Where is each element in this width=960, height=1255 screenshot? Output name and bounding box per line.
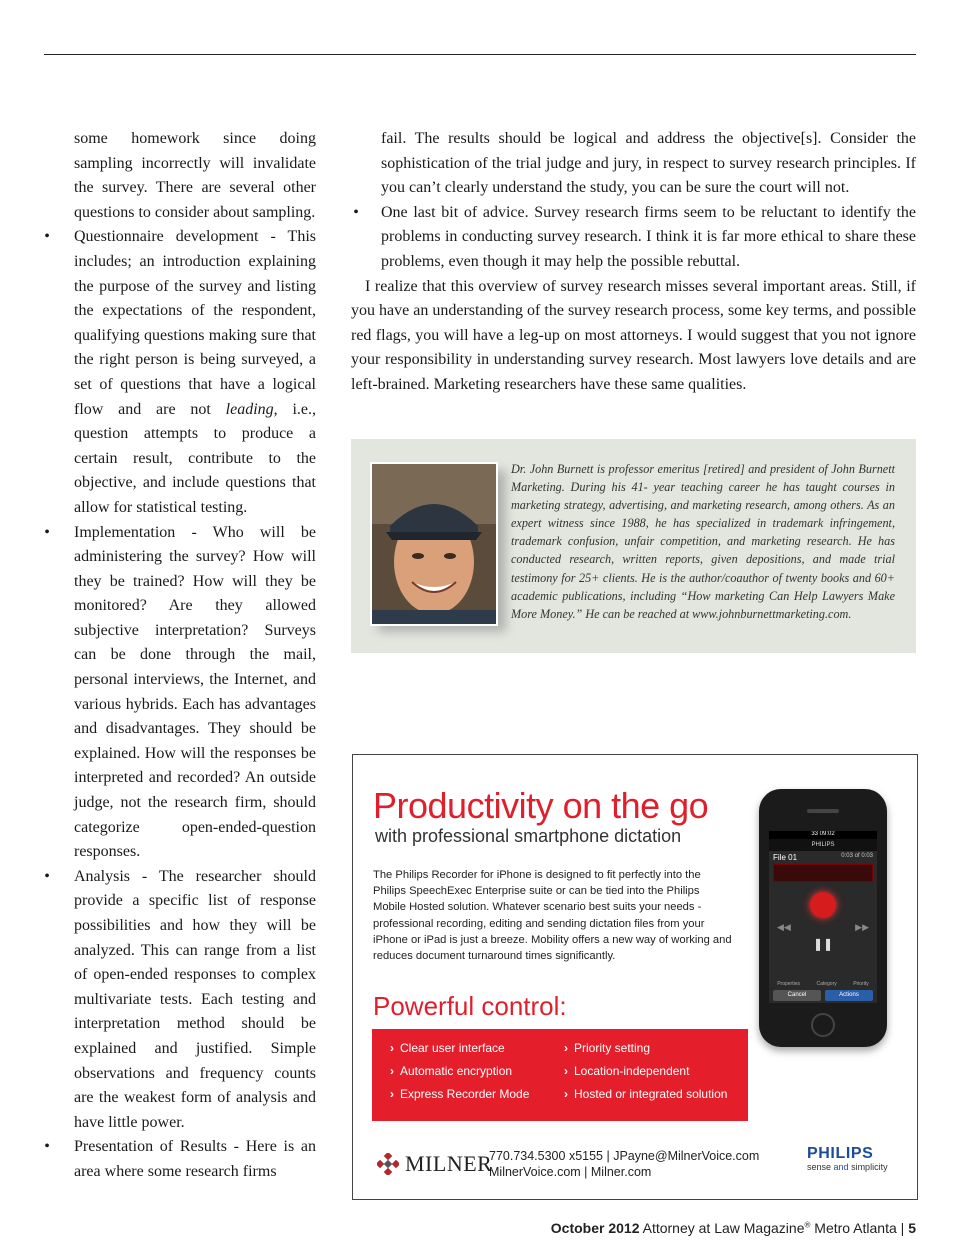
phone-app-title: PHILIPS [769,839,877,851]
home-button-icon [811,1013,835,1037]
page-number: 5 [908,1220,916,1236]
emphasis-leading: leading [225,400,274,418]
left-intro-paragraph: some homework since doing sampling incorrectly will invalidate the survey. There are several other questions to consider about sampling. [74,130,316,221]
phone-waveform [773,864,873,882]
bullet-analysis: • Analysis - The researcher should provide a specific list of response possibilities and how they will be analyzed. This can range from a list of open-ended responses to complex multivariate tests. Each testing and interpretation method should be explained and justified. Simple observations and frequency counts are the weakest form of analysis and have little power. [40,865,316,1136]
closing-paragraph: I realize that this overview of survey research misses several important areas. Still, if you have an understanding of the survey research process, some key terms, and possible red flags, you will have a leg-up on most attorneys. I would suggest that you not ignore your responsibility in understanding survey research. Most lawyers love details and are left-brained. Marketing researchers have these same qualities. [351,277,916,393]
pause-icon: ❚❚ [812,937,834,951]
caret-icon: › [390,1087,394,1101]
caret-icon: › [564,1041,568,1055]
philips-tagline: sense and simplicity [807,1162,888,1172]
feature-item: › Priority setting [564,1041,651,1055]
ad-headline: Productivity on the go [373,785,709,826]
feature-item: › Express Recorder Mode [390,1087,530,1101]
feature-item: › Clear user interface [390,1041,505,1055]
bullet-implementation: • Implementation - Who will be administering the survey? How will they be trained? How will they be monitored? Are they allowed subjective interpretation? Surveys can be done through the mail, personal interviews, the Internet, and various hybrids. Each has advantages and disadvantages. They should be explained. How will the responses be interpreted and recorded? An outside judge, not the research firm, should categorize open-ended-question responses. [40,521,316,865]
page-footer: October 2012 Attorney at Law Magazine® Metro Atlanta | 5 [550,1220,916,1236]
rewind-icon: ◀◀ [777,922,791,932]
caret-icon: › [390,1064,394,1078]
bullet-dot: • [44,1138,50,1156]
feature-item: › Automatic encryption [390,1064,513,1078]
bullet-dot: • [353,203,359,221]
record-button-icon [810,892,836,918]
right-column [351,127,916,398]
ad-control-title: Powerful control: [373,991,567,1021]
milner-mark-icon [377,1153,399,1175]
footer-separator: | [900,1220,905,1236]
milner-logo: MILNER [377,1151,492,1177]
footer-magazine: Attorney at Law Magazine [642,1220,805,1236]
caret-icon: › [390,1041,394,1055]
bullet-presentation: • Presentation of Results - Here is an area where some research firms [40,1135,316,1184]
left-column [40,127,316,1185]
caret-icon: › [564,1087,568,1101]
feature-item: › Location-independent [564,1064,690,1078]
bullet-dot: • [44,228,50,246]
footer-region: Metro Atlanta [814,1220,897,1236]
feature-item: › Hosted or integrated solution [564,1087,728,1101]
author-bio-text: Dr. John Burnett is professor emeritus [retired] and president of John Burnett Marketing. During his 41- year teaching career he has taught courses in marketing strategy, advertising, and marketing research, among others. As an expert witness since 1988, he has specialized in trademark infringement, trademark confusion, unfair competition, and marketing research. He has conducted research, written reports, given depositions, and made trial testimony for 25+ clients. He is the author/coauthor of twenty books and 60+ academic publications, including “How marketing Can Help Lawyers Make More Money.” He can be reached at www.johnburnettmarketing.com. [511,462,895,621]
phone-speaker [807,809,839,813]
bullet-dot: • [44,523,50,541]
ad-contact[interactable]: 770.734.5300 x5155 | JPayne@MilnerVoice.com MilnerVoice.com | Milner.com [489,1149,760,1179]
feature-box [372,1029,748,1121]
phone-screen [769,831,877,1003]
bullet-questionnaire: • Questionnaire development - This includes; an introduction explaining the purpose of the survey and listing the expectations of the respondent, qualifying questions making sure that the right person is being surveyed, a set of questions that have a logical flow and are not leading, i.e., question attempts to produce a certain result, contribute to the objective, and include questions that allow for statistical testing. [40,225,316,520]
phone-transport-row [769,918,877,937]
ad-subheadline: with professional smartphone dictation [375,826,682,846]
fast-forward-icon: ▶▶ [855,922,869,932]
footer-issue: October 2012 [550,1220,640,1236]
phone-file-row: File 01 0:03 of 0:03 [773,853,873,862]
philips-advertisement[interactable] [352,754,918,1200]
bullet-dot: • [44,867,50,885]
caret-icon: › [564,1064,568,1078]
phone-tabs: Properties Category Priority [777,981,869,987]
author-photo [370,462,498,626]
phone-buttons: Cancel Actions [773,990,873,1001]
bullet-advice: • One last bit of advice. Survey research firms seem to be reluctant to identify the problems in conducting survey research. I think it is far more ethical to share these problems, even though it may help the possible rebuttal. [351,201,916,275]
ad-body-text: The Philips Recorder for iPhone is designed to fit perfectly into the Philips SpeechExec Enterprise suite or can be tied into the Philips Mobile Hosted solution. Whatever scenario best suits your needs - professional recording, editing and sending dictation files from your iPhone or iPad is just a breeze. Mobility offers a new way of working and reduces document turnaround times significantly. [373,869,732,963]
right-continuation: fail. The results should be logical and address the objective[s]. Consider the sophistication of the trial judge and jury, in respect to survey research principles. If you can’t clearly understand the study, you can be sure the court will not. [381,130,916,197]
philips-logo: PHILIPS sense and simplicity [807,1145,888,1172]
top-rule [44,54,916,55]
phone-status-bar: 33 09:02 [769,831,877,839]
iphone-image [759,789,887,1047]
